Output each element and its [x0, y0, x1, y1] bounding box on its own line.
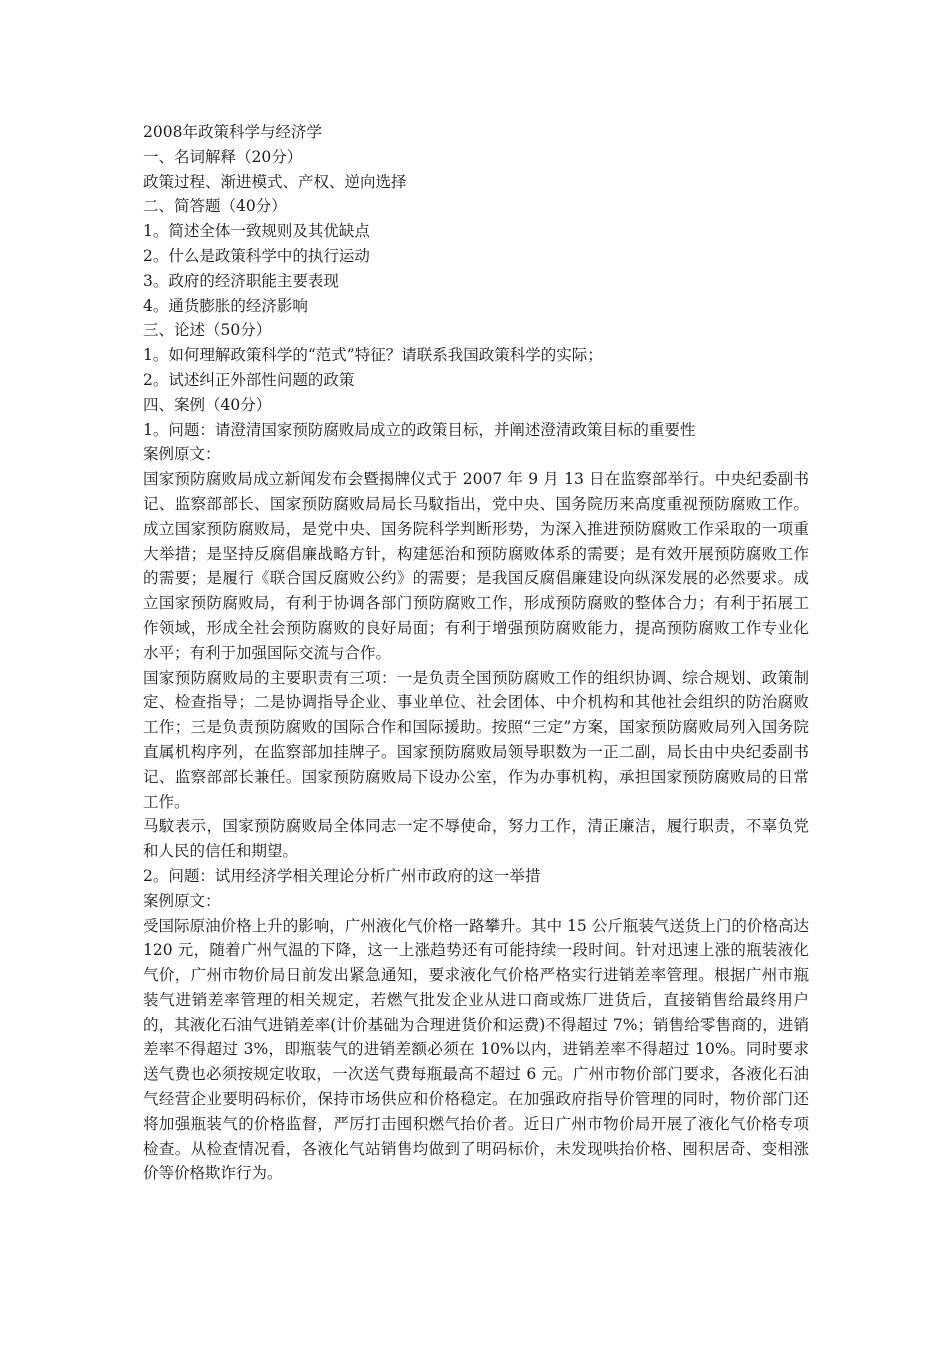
- document-page: [143, 120, 809, 1186]
- case-1-paragraph-1: 国家预防腐败局成立新闻发布会暨揭牌仪式于 2007 年 9 月 13 日在监察部举行。中央纪委副书记、监察部部长、国家预防腐败局局长马馼指出，党中央、国务院历来高度重视预防腐败工作。成立国家预防腐败局，是党中央、国务院科学判断形势，为深入推进预防腐败工作采取的一项重大举措；是坚持反腐倡廉战略方针，构建惩治和预防腐败体系的需要；是有效开展预防腐败工作的需要；是履行《联合国反腐败公约》的需要；是我国反腐倡廉建设向纵深发展的必然要求。成立国家预防腐败局，有利于协调各部门预防腐败工作，形成预防腐败的整体合力；有利于拓展工作领域，形成全社会预防腐败的良好局面；有利于增强预防腐败能力，提高预防腐败工作专业化水平；有利于加强国际交流与合作。: [143, 470, 809, 662]
- section-heading-term-definitions: 一、名词解释（20分）: [143, 147, 303, 166]
- case-2-question: 2。问题：试用经济学相关理论分析广州市政府的这一举措: [143, 866, 541, 885]
- case-1-source-label: 案例原文：: [143, 445, 221, 464]
- term-list: 政策过程、渐进模式、产权、逆向选择: [143, 172, 407, 191]
- document-title: 2008年政策科学与经济学: [143, 123, 322, 141]
- short-answer-question-1: 1。简述全体一致规则及其优缺点: [143, 222, 370, 241]
- section-heading-case: 四、案例（40分）: [143, 395, 272, 414]
- section-heading-essay: 三、论述（50分）: [143, 321, 272, 340]
- essay-question-1: 1。如何理解政策科学的“范式”特征？请联系我国政策科学的实际；: [143, 346, 603, 365]
- case-2-paragraph-1: 受国际原油价格上升的影响，广州液化气价格一路攀升。其中 15 公斤瓶装气送货上门的价格高达 120 元，随着广州气温的下降，这一上涨趋势还有可能持续一段时间。针对迅速上涨的瓶装液化气价，广州市物价局日前发出紧急通知，要求液化气价格严格实行进销差率管理。根据广州市瓶装气进销差率管理的相关规定，若燃气批发企业从进口商或炼厂进货后，直接销售给最终用户的，其液化石油气进销差率(计价基础为合理进货价和运费)不得超过 7%；销售给零售商的，进销差率不得超过 3%，即瓶装气的进销差额必须在 10%以内，进销差率不得超过 10%。同时要求送气费也必须按规定收取，一次送气费每瓶最高不超过 6 元。广州市物价部门要求，各液化石油气经营企业要明码标价，保持市场供应和价格稳定。在加强政府指导价管理的同时，物价部门还将加强瓶装气的价格监督，严厉打击囤积燃气抬价者。近日广州市物价局开展了液化气价格专项检查。从检查情况看，各液化气站销售均做到了明码标价，未发现哄抬价格、囤积居奇、变相涨价等价格欺诈行为。: [143, 916, 809, 1183]
- short-answer-question-2: 2。什么是政策科学中的执行运动: [143, 246, 370, 265]
- case-1-paragraph-2: 国家预防腐败局的主要职责有三项：一是负责全国预防腐败工作的组织协调、综合规划、政策制定、检查指导；二是协调指导企业、事业单位、社会团体、中介机构和其他社会组织的防治腐败工作；三是负责预防腐败的国际合作和国际援助。按照“三定”方案，国家预防腐败局列入国务院直属机构序列，在监察部加挂牌子。国家预防腐败局领导职数为一正二副，局长由中央纪委副书记、监察部部长兼任。国家预防腐败局下设办公室，作为办事机构，承担国家预防腐败局的日常工作。: [143, 668, 809, 811]
- short-answer-question-3: 3。政府的经济职能主要表现: [143, 271, 339, 290]
- short-answer-question-4: 4。通货膨胀的经济影响: [143, 296, 308, 315]
- case-1-paragraph-3: 马馼表示，国家预防腐败局全体同志一定不辱使命，努力工作，清正廉洁，履行职责，不辜负党和人民的信任和期望。: [143, 817, 809, 861]
- case-2-source-label: 案例原文：: [143, 891, 221, 910]
- case-1-question: 1。问题：请澄清国家预防腐败局成立的政策目标，并阐述澄清政策目标的重要性: [143, 420, 696, 439]
- essay-question-2: 2。试述纠正外部性问题的政策: [143, 370, 355, 389]
- section-heading-short-answer: 二、简答题（40分）: [143, 197, 287, 216]
